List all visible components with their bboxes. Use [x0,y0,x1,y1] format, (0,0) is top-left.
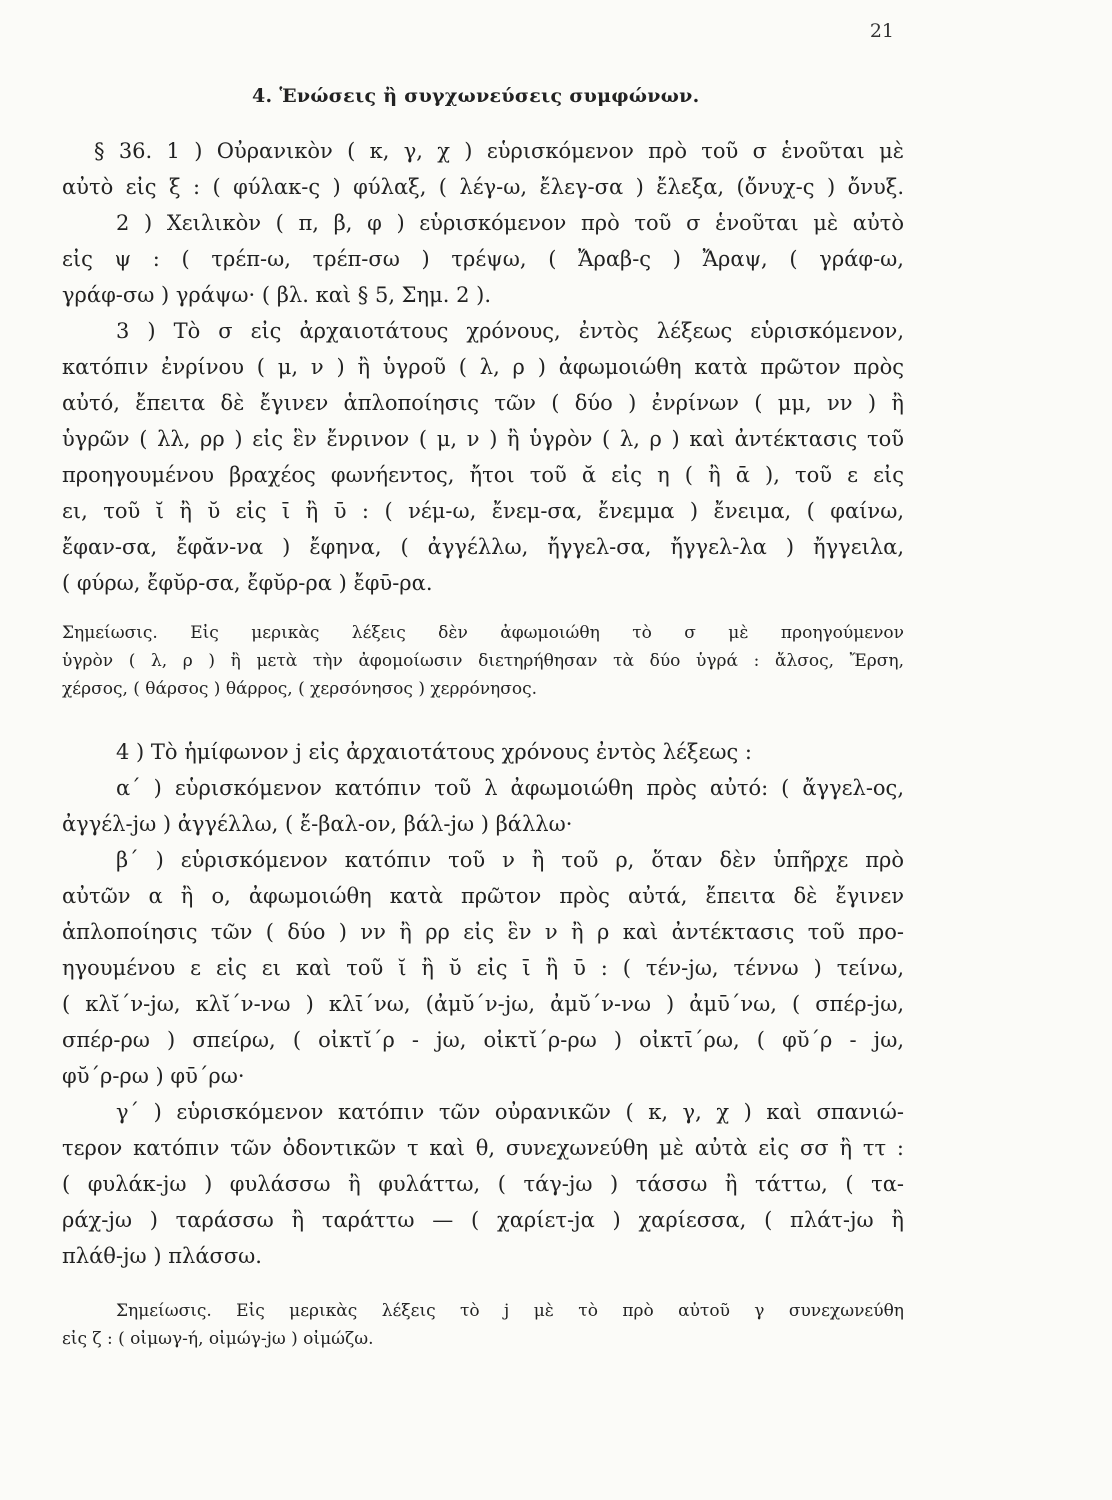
body-line: ἀγγέλ-jω ) ἀγγέλλω, ( ἔ-βαλ-ον, βάλ-jω ) βάλλω· [62,812,573,836]
body-line: ( κλῐ΄ν-jω, κλῐ΄ν-νω ) κλῑ΄νω, (ἀμῠ΄ν-jω, ἀμῠ΄ν-νω ) ἀμῡ΄νω, ( σπέρ-jω, [62,992,904,1016]
body-line: ηγουμένου ε εἰς ει καὶ τοῦ ῐ ἢ ῠ εἰς ῑ ἢ ῡ : ( τέν-jω, τέννω ) τείνω, [62,956,904,980]
body-line: αὐτό, ἔπειτα δὲ ἔγινεν ἁπλοποίησις τῶν ( δύο ) ἐνρίνων ( μμ, νν ) ἢ [62,391,904,415]
body-line: τερον κατόπιν τῶν ὀδοντικῶν τ καὶ θ, συνεχωνεύθη μὲ αὐτὰ εἰς σσ ἢ ττ : [62,1136,904,1160]
body-line: σπέρ-ρω ) σπείρω, ( οἰκτῐ΄ρ - jω, οἰκτῐ΄ρ-ρω ) οἰκτῑ΄ρω, ( φῠ΄ρ - jω, [62,1028,904,1052]
body-line: φῠ΄ρ-ρω ) φῡ΄ρω· [62,1064,245,1088]
body-line: ( φυλάκ-jω ) φυλάσσω ἢ φυλάττω, ( τάγ-jω ) τάσσω ἢ τάττω, ( τα- [62,1172,904,1196]
body-line: ὑγρῶν ( λλ, ρρ ) εἰς ἓν ἔνρινον ( μ, ν ) ἢ ὑγρὸν ( λ, ρ ) καὶ ἀντέκτασις τοῦ [62,427,904,451]
body-line: ράχ-jω ) ταράσσω ἢ ταράττω — ( χαρίετ-jα ) χαρίεσσα, ( πλάτ-jω ἢ [62,1208,904,1232]
body-line: § 36. 1 ) Οὐρανικὸν ( κ, γ, χ ) εὑρισκόμενον πρὸ τοῦ σ ἑνοῦται μὲ [94,139,904,163]
body-line: γ΄ ) εὑρισκόμενον κατόπιν τῶν οὐρανικῶν ( κ, γ, χ ) καὶ σπανιώ- [116,1100,904,1124]
body-line: ( φύρω, ἔφῠρ-σα, ἔφῠρ-ρα ) ἔφῡ-ρα. [62,571,433,595]
body-line: α΄ ) εὑρισκόμενον κατόπιν τοῦ λ ἀφωμοιώθη πρὸς αὐτό: ( ἄγγελ-ος, [116,776,904,800]
body-line: αὐτὸ εἰς ξ : ( φύλακ-ς ) φύλαξ, ( λέγ-ω, ἔλεγ-σα ) ἔλεξα, (ὄνυχ-ς ) ὄνυξ. [62,175,904,199]
note-line: Σημείωσις. Εἰς μερικὰς λέξεις τὸ j μὲ τὸ πρὸ αὐτοῦ γ συνεχωνεύθη [116,1301,904,1321]
section-heading: 4. Ἑνώσεις ἢ συγχωνεύσεις συμφώνων. [252,85,700,107]
note-line: εἰς ζ : ( οἰμωγ-ή, οἰμώγ-jω ) οἰμώζω. [62,1329,374,1349]
body-line: ει, τοῦ ῐ ἢ ῠ εἰς ῑ ἢ ῡ : ( νέμ-ω, ἔνεμ-σα, ἔνεμμα ) ἔνειμα, ( φαίνω, [62,499,904,523]
body-line: εἰς ψ : ( τρέπ-ω, τρέπ-σω ) τρέψω, ( Ἄραβ-ς ) Ἄραψ, ( γράφ-ω, [62,247,904,271]
body-line: 4 ) Τὸ ἡμίφωνον j εἰς ἀρχαιοτάτους χρόνους ἐντὸς λέξεως : [116,740,753,764]
body-line: κατόπιν ἐνρίνου ( μ, ν ) ἢ ὑγροῦ ( λ, ρ ) ἀφωμοιώθη κατὰ πρῶτον πρὸς [62,355,904,379]
note-line: Σημείωσις. Εἰς μερικὰς λέξεις δὲν ἀφωμοιώθη τὸ σ μὲ προηγούμενον [62,623,904,643]
body-line: ἔφαν-σα, ἔφᾰν-να ) ἔφηνα, ( ἀγγέλλω, ἤγγελ-σα, ἤγγελ-λα ) ἤγγειλα, [62,535,904,559]
note-line: χέρσος, ( θάρσος ) θάρρος, ( χερσόνησος ) χερρόνησος. [62,679,537,699]
note-line: ὑγρὸν ( λ, ρ ) ἢ μετὰ τὴν ἀφομοίωσιν διετηρήθησαν τὰ δύο ὑγρά : ἄλσος, Ἔρση, [62,651,904,671]
body-line: 2 ) Χειλικὸν ( π, β, φ ) εὑρισκόμενον πρὸ τοῦ σ ἑνοῦται μὲ αὐτὸ [116,211,904,235]
body-line: πλάθ-jω ) πλάσσω. [62,1244,262,1268]
body-line: γράφ-σω ) γράψω· ( βλ. καὶ § 5, Σημ. 2 ). [62,283,492,307]
body-line: προηγουμένου βραχέος φωνήεντος, ἤτοι τοῦ ᾰ εἰς η ( ἢ ᾱ ), τοῦ ε εἰς [62,463,904,487]
body-line: β΄ ) εὑρισκόμενον κατόπιν τοῦ ν ἢ τοῦ ρ, ὅταν δὲν ὑπῆρχε πρὸ [116,848,904,872]
body-line: αὐτῶν α ἢ ο, ἀφωμοιώθη κατὰ πρῶτον πρὸς αὐτά, ἔπειτα δὲ ἔγινεν [62,884,904,908]
body-line: ἁπλοποίησις τῶν ( δύο ) νν ἢ ρρ εἰς ἓν ν ἢ ρ καὶ ἀντέκτασις τοῦ προ- [62,920,904,944]
page-number: 21 [869,20,894,42]
body-line: 3 ) Τὸ σ εἰς ἀρχαιοτάτους χρόνους, ἐντὸς λέξεως εὑρισκόμενον, [116,319,904,343]
